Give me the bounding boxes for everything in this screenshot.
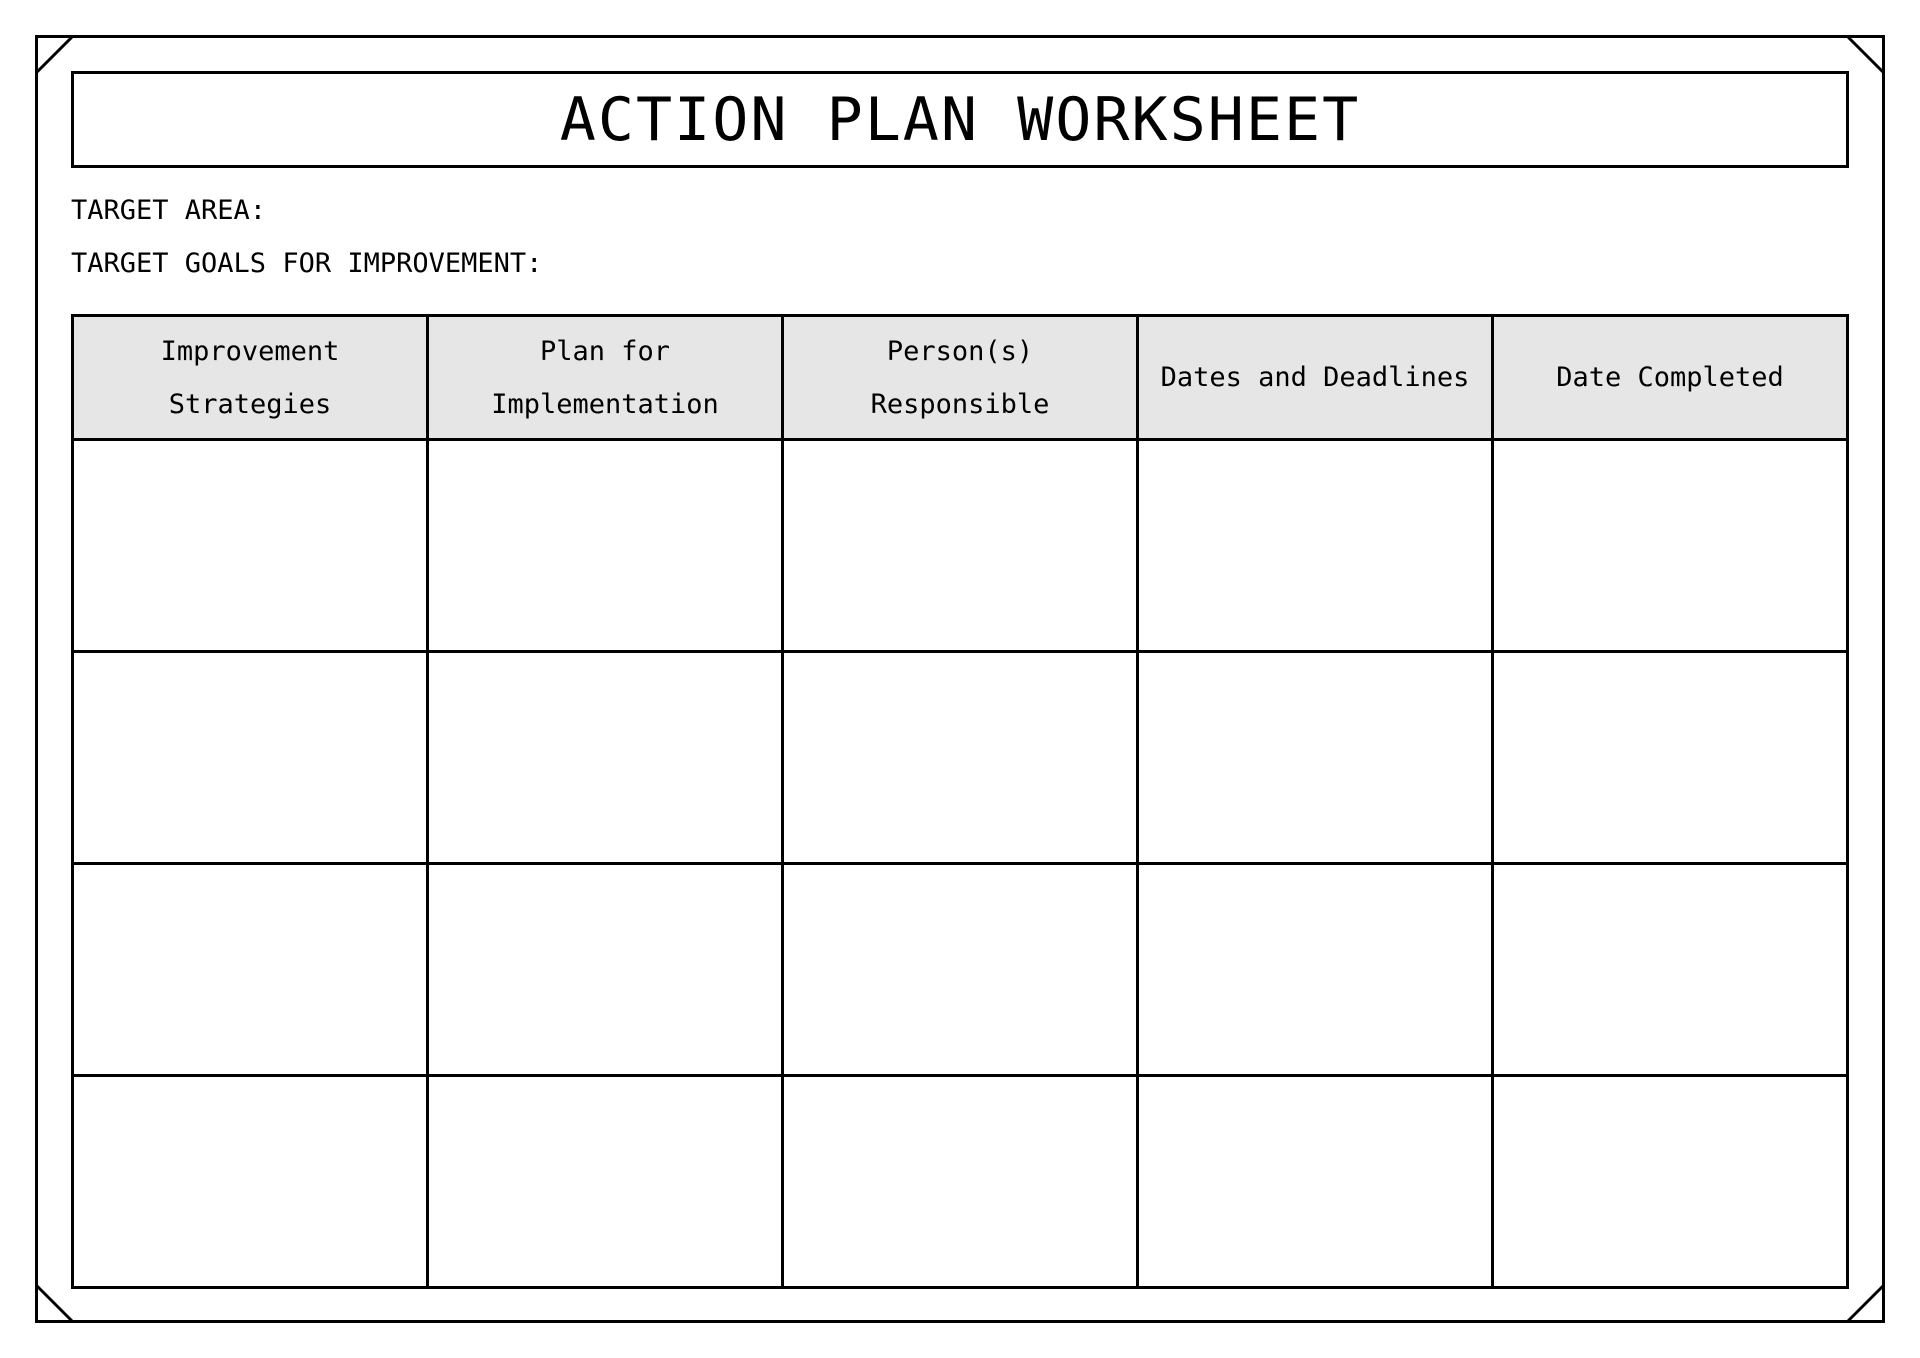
table-cell[interactable] (73, 864, 428, 1076)
table-row (73, 440, 1848, 652)
header-plan-for-implementation: Plan for Implementation (428, 316, 783, 440)
table-row (73, 1076, 1848, 1288)
table-cell[interactable] (1493, 1076, 1848, 1288)
table-cell[interactable] (783, 864, 1138, 1076)
table-cell[interactable] (1138, 864, 1493, 1076)
table-cell[interactable] (73, 652, 428, 864)
header-persons-responsible: Person(s) Responsible (783, 316, 1138, 440)
table-cell[interactable] (73, 440, 428, 652)
table-cell[interactable] (428, 652, 783, 864)
table-cell[interactable] (783, 440, 1138, 652)
page-title: ACTION PLAN WORKSHEET (559, 84, 1361, 155)
title-box (71, 71, 1849, 168)
table-cell[interactable] (1493, 652, 1848, 864)
header-date-completed: Date Completed (1493, 316, 1848, 440)
table-cell[interactable] (428, 440, 783, 652)
target-goals-label: TARGET GOALS FOR IMPROVEMENT: (71, 248, 543, 279)
table-cell[interactable] (783, 1076, 1138, 1288)
table-cell[interactable] (1493, 440, 1848, 652)
table-cell[interactable] (1138, 440, 1493, 652)
table-cell[interactable] (783, 652, 1138, 864)
target-area-label: TARGET AREA: (71, 195, 267, 226)
table-header-row (73, 316, 1848, 440)
table-cell[interactable] (1138, 652, 1493, 864)
table-cell[interactable] (1138, 1076, 1493, 1288)
table-cell[interactable] (428, 864, 783, 1076)
action-plan-table (71, 314, 1849, 1289)
header-dates-and-deadlines: Dates and Deadlines (1138, 316, 1493, 440)
header-improvement-strategies: Improvement Strategies (73, 316, 428, 440)
table-row (73, 864, 1848, 1076)
table-cell[interactable] (1493, 864, 1848, 1076)
table-row (73, 652, 1848, 864)
table-cell[interactable] (428, 1076, 783, 1288)
table-cell[interactable] (73, 1076, 428, 1288)
